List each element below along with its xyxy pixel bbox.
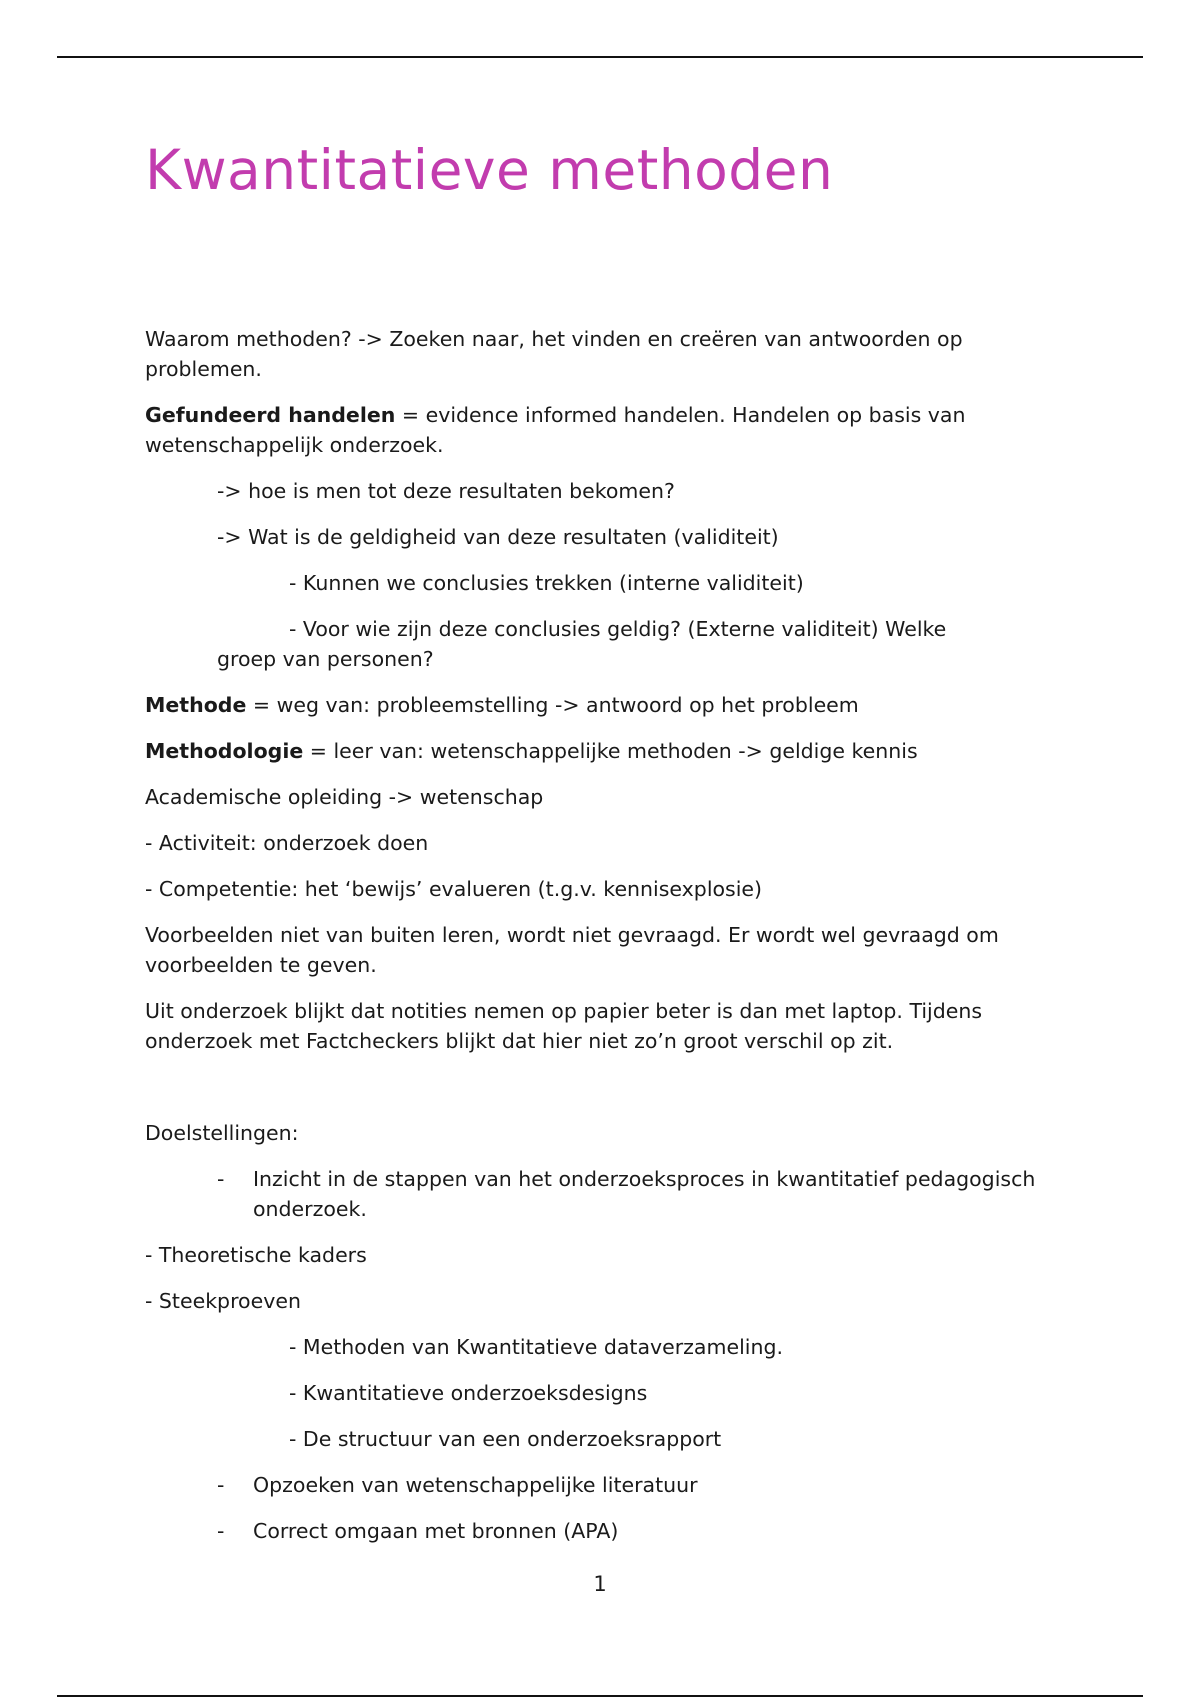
list-item-competence: - Competentie: het ‘bewijs’ evalueren (t.g.v. kennisexplosie) — [145, 877, 763, 901]
term-methodologie: Methodologie — [145, 739, 304, 763]
definition-methode: = weg van: probleemstelling -> antwoord op het probleem — [246, 693, 859, 717]
page-number: 1 — [593, 1572, 607, 1596]
paragraph-methode — [145, 690, 1065, 720]
goal-item — [145, 1516, 1065, 1546]
page-title: Kwantitatieve methoden — [145, 138, 834, 202]
goal-item — [145, 1470, 1065, 1500]
paragraph-academic-education: Academische opleiding -> wetenschap — [145, 785, 544, 809]
paragraph-gefundeerd-handelen — [145, 400, 1065, 460]
goal-text: Inzicht in de stappen van het onderzoeksproces in kwantitatief pedagogisch onderzoek. — [253, 1167, 1036, 1221]
goal-text: Opzoeken van wetenschappelijke literatuur — [253, 1473, 698, 1497]
spacer — [145, 1072, 1065, 1118]
paragraph-examples: Voorbeelden niet van buiten leren, wordt niet gevraagd. Er wordt wel gevraagd om voorbeelden te geven. — [145, 923, 999, 977]
goal-subitem: - De structuur van een onderzoeksrapport — [289, 1427, 722, 1451]
item-external-validity-line2: groep van personen? — [217, 647, 434, 671]
goal-text: Correct omgaan met bronnen (APA) — [253, 1519, 619, 1543]
goal-subitem: - Steekproeven — [145, 1289, 301, 1313]
list-item-activity: - Activiteit: onderzoek doen — [145, 831, 429, 855]
footer-rule — [57, 1695, 1143, 1697]
paragraph-research-notes: Uit onderzoek blijkt dat notities nemen op papier beter is dan met laptop. Tijdens onderzoek met Factcheckers blijkt dat hier niet zo’n groot verschil op zit. — [145, 999, 983, 1053]
question-how-results: -> hoe is men tot deze resultaten bekomen? — [217, 479, 675, 503]
bullet-dash: - — [217, 1167, 225, 1191]
goal-subitem: - Kwantitatieve onderzoeksdesigns — [289, 1381, 648, 1405]
document-body — [145, 324, 1065, 1562]
goal-subitem: - Methoden van Kwantitatieve dataverzameling. — [289, 1335, 783, 1359]
definition-gefundeerd-handelen: = evidence informed handelen. Handelen op basis van wetenschappelijk onderzoek. — [145, 403, 966, 457]
bullet-dash: - — [217, 1519, 225, 1543]
bullet-dash: - — [217, 1473, 225, 1497]
question-validity: -> Wat is de geldigheid van deze resultaten (validiteit) — [217, 525, 779, 549]
term-methode: Methode — [145, 693, 247, 717]
definition-methodologie: = leer van: wetenschappelijke methoden -> geldige kennis — [303, 739, 918, 763]
goals-heading: Doelstellingen: — [145, 1121, 299, 1145]
header-rule — [57, 56, 1143, 58]
goal-subitem: - Theoretische kaders — [145, 1243, 367, 1267]
item-external-validity-line1: - Voor wie zijn deze conclusies geldig? (Externe validiteit) Welke — [289, 617, 947, 641]
paragraph-methodologie — [145, 736, 1065, 766]
paragraph-why-methods: Waarom methoden? -> Zoeken naar, het vinden en creëren van antwoorden op problemen. — [145, 327, 963, 381]
goal-item — [145, 1164, 1065, 1224]
item-internal-validity: - Kunnen we conclusies trekken (interne validiteit) — [289, 571, 804, 595]
term-gefundeerd-handelen: Gefundeerd handelen — [145, 403, 396, 427]
item-external-validity — [145, 614, 1065, 674]
